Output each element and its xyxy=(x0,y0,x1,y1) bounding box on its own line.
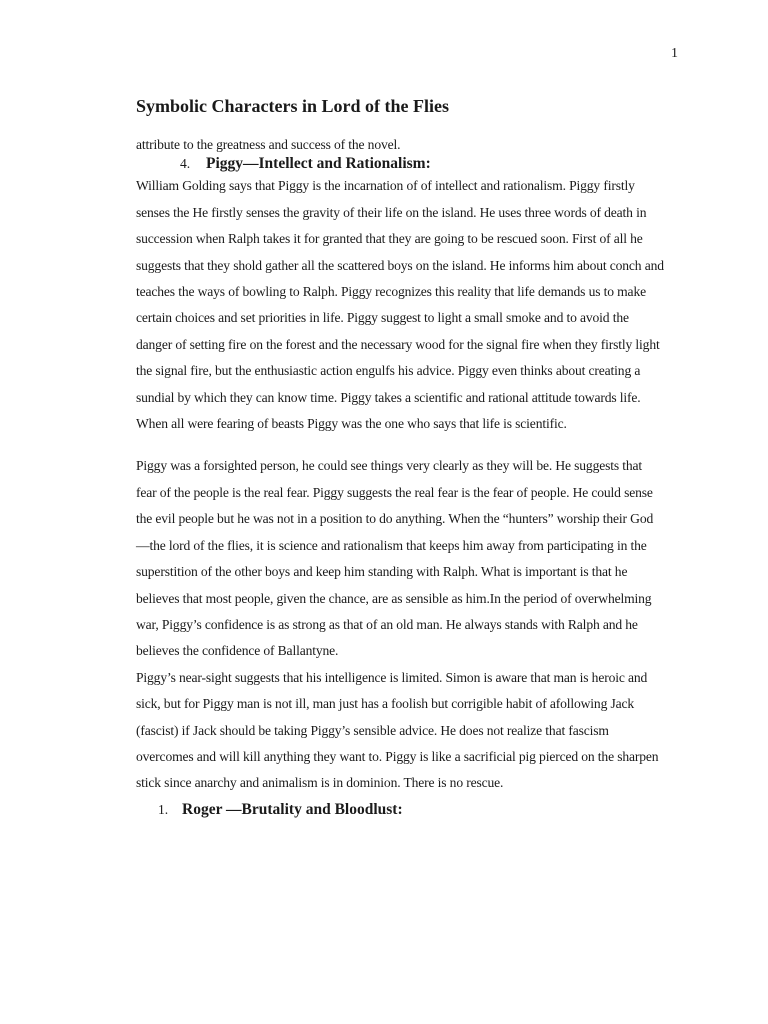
document-body xyxy=(136,132,664,823)
paragraph: Piggy’s near-sight suggests that his intelligence is limited. Simon is aware that man is heroic and sick, but for Piggy man is not ill, man just has a foolish but corrigible habit of afollowing Jack (fascist) if Jack should be taking Piggy’s sensible advice. He does not realize that fascism overcomes and will kill anything they want to. Piggy is like a sacrificial pig pierced on the sharpen stick since anarchy and animalism is in dominion. There is no rescue. xyxy=(136,669,659,791)
section-heading-roger xyxy=(158,797,664,823)
section-heading-text: Piggy—Intellect and Rationalism: xyxy=(206,155,431,173)
section-heading-text: Roger —Brutality and Bloodlust: xyxy=(182,800,403,818)
document-title: Symbolic Characters in Lord of the Flies xyxy=(136,96,449,116)
paragraph: William Golding says that Piggy is the incarnation of of intellect and rationalism. Piggy firstly senses the He firstly senses the gravity of their life on the island. He uses three words of death in succession when Ralph takes it for granted that they are going to be rescued soon. First of all he suggests that they shold gather all the scattered boys on the island. He informs him about conch and teaches the ways of bowling to Ralph. Piggy recognizes this reality that life demands us to make certain choices and set priorities in life. Piggy suggest to light a small smoke and to avoid the danger of setting fire on the forest and the necessary wood for the signal fire when they firstly light the signal fire, but the enthusiastic action engulfs his advice. Piggy even thinks about creating a sundial by which they can know time. Piggy takes a scientific and rational attitude towards life. When all were fearing of beasts Piggy was the one who says that life is scientific. xyxy=(136,178,664,432)
intro-line: attribute to the greatness and success of the novel. xyxy=(136,137,401,152)
section-number: 1. xyxy=(158,801,169,817)
paragraph: Piggy was a forsighted person, he could see things very clearly as they will be. He suggests that fear of the people is the real fear. Piggy suggests the real fear is the fear of people. He could sense the evil people but he was not in a position to do anything. When the “hunters” worship their God—the lord of the flies, it is science and rationalism that keeps him away from participating in the superstition of the other boys and keep him standing with Ralph. What is important is that he believes that most people, given the chance, are as sensible as him.In the period of overwhelming war, Piggy’s confidence is as strong as that of an old man. He always stands with Ralph and he believes the confidence of Ballantyne. xyxy=(136,458,654,659)
section-number: 4. xyxy=(180,156,191,172)
page-number: 1 xyxy=(671,46,678,61)
